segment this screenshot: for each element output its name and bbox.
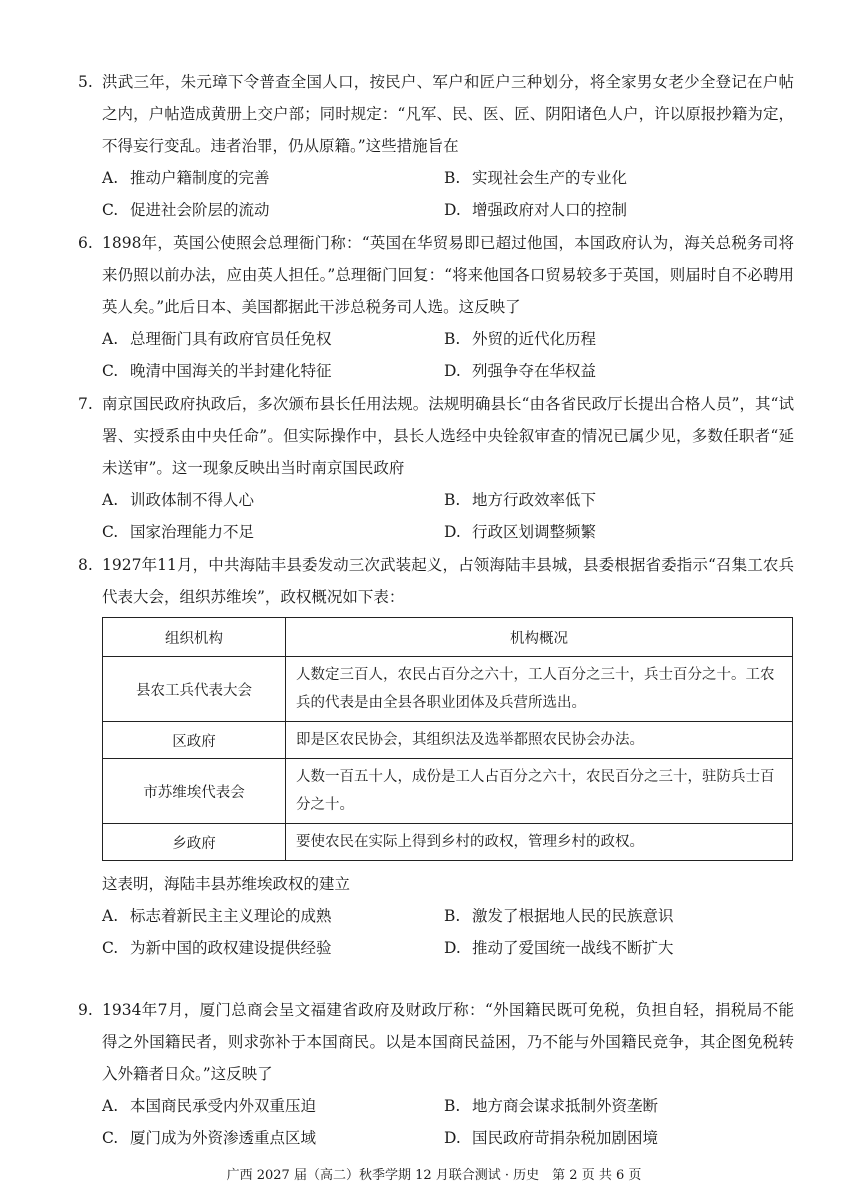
- table-cell: 县农工兵代表大会: [103, 657, 286, 722]
- table-row: [103, 657, 793, 722]
- option-c[interactable]: C. 厦门成为外资渗透重点区域: [102, 1129, 317, 1147]
- table-row: [103, 722, 793, 759]
- options: [102, 1090, 794, 1154]
- question-8: [78, 549, 794, 613]
- option-b[interactable]: B. 实现社会生产的专业化: [444, 169, 628, 187]
- question-number: 6.: [78, 234, 93, 252]
- question-stem: 南京国民政府执政后，多次颁布县长任用法规。法规明确县长“由各省民政厅长提出合格人员”，其“试署、实授系由中央任命”。但实际操作中，县长人选经中央铨叙审查的情况已属少见，多数任职者“延未送审”。这一现象反映出当时南京国民政府: [102, 395, 794, 477]
- question-7: [78, 388, 794, 548]
- option-d[interactable]: D. 国民政府苛捐杂税加剧困境: [444, 1129, 659, 1147]
- table-header: 组织机构: [103, 618, 286, 657]
- question-stem: 洪武三年，朱元璋下令普查全国人口，按民户、军户和匠户三种划分，将全家男女老少全登记在户帖之内，户帖造成黄册上交户部；同时规定：“凡军、民、医、匠、阴阳诸色人户，许以原报抄籍为定，不得妄行变乱。违者治罪，仍从原籍。”这些措施旨在: [102, 73, 794, 155]
- table-cell: 区政府: [103, 722, 286, 759]
- option-b[interactable]: B. 地方商会谋求抵制外资垄断: [444, 1097, 659, 1115]
- question-stem: 1934年7月，厦门总商会呈文福建省政府及财政厅称：“外国籍民既可免税，负担自轻，捐税局不能得之外国籍民者，则求弥补于本国商民。以是本国商民益困，乃不能与外国籍民竞争，其企图免税转入外籍者日众。”这反映了: [102, 1001, 794, 1083]
- table-row: [103, 824, 793, 861]
- option-c[interactable]: C. 国家治理能力不足: [102, 523, 255, 541]
- question-5: [78, 66, 794, 226]
- option-c[interactable]: C. 为新中国的政权建设提供经验: [102, 939, 332, 957]
- question-number: 7.: [78, 395, 93, 413]
- table-cell: 人数一百五十人，成份是工人占百分之六十，农民百分之三十，驻防兵士百分之十。: [286, 759, 793, 824]
- table-header-row: [103, 618, 793, 657]
- option-c[interactable]: C. 促进社会阶层的流动: [102, 201, 270, 219]
- option-a[interactable]: A. 总理衙门具有政府官员任免权: [102, 330, 332, 348]
- options: [102, 162, 794, 226]
- options: [102, 484, 794, 548]
- table-cell: 要使农民在实际上得到乡村的政权，管理乡村的政权。: [286, 824, 793, 861]
- options: [102, 900, 802, 964]
- question-number: 9.: [78, 1001, 93, 1019]
- table-cell: 乡政府: [103, 824, 286, 861]
- option-c[interactable]: C. 晚清中国海关的半封建化特征: [102, 362, 332, 380]
- page-footer: 广西 2027 届（高二）秋季学期 12 月联合测试 · 历史 第 2 页 共 6 页: [226, 1168, 642, 1183]
- soviet-table: [102, 617, 793, 861]
- option-a[interactable]: A. 训政体制不得人心: [102, 491, 255, 509]
- option-a[interactable]: A. 本国商民承受内外双重压迫: [102, 1097, 317, 1115]
- option-d[interactable]: D. 推动了爱国统一战线不断扩大: [444, 939, 674, 957]
- option-a[interactable]: A. 标志着新民主主义理论的成熟: [102, 907, 332, 925]
- question-number: 8.: [78, 556, 93, 574]
- option-a[interactable]: A. 推动户籍制度的完善: [102, 169, 270, 187]
- table-row: [103, 759, 793, 824]
- table-cell: 市苏维埃代表会: [103, 759, 286, 824]
- question-stem: 1898年，英国公使照会总理衙门称：“英国在华贸易即已超过他国，本国政府认为，海关总税务司将来仍照以前办法，应由英人担任。”总理衙门回复：“将来他国各口贸易较多于英国，则届时自不必聘用英人矣。”此后日本、美国都据此干涉总税务司人选。这反映了: [102, 234, 794, 316]
- question-number: 5.: [78, 73, 93, 91]
- question-stem: 1927年11月，中共海陆丰县委发动三次武装起义，占领海陆丰县城，县委根据省委指示“召集工农兵代表大会，组织苏维埃”，政权概况如下表：: [102, 556, 794, 606]
- option-b[interactable]: B. 外贸的近代化历程: [444, 330, 597, 348]
- question-9: [78, 994, 794, 1154]
- table-header: 机构概况: [286, 618, 793, 657]
- option-d[interactable]: D. 增强政府对人口的控制: [444, 201, 628, 219]
- question-8-conclusion: 这表明，海陆丰县苏维埃政权的建立: [102, 875, 351, 893]
- table-cell: 人数定三百人，农民占百分之六十，工人百分之三十，兵士百分之十。工农兵的代表是由全县各职业团体及兵营所选出。: [286, 657, 793, 722]
- question-6: [78, 227, 794, 387]
- table-cell: 即是区农民协会，其组织法及选举都照农民协会办法。: [286, 722, 793, 759]
- option-d[interactable]: D. 行政区划调整频繁: [444, 523, 597, 541]
- option-b[interactable]: B. 激发了根据地人民的民族意识: [444, 907, 674, 925]
- option-d[interactable]: D. 列强争夺在华权益: [444, 362, 597, 380]
- option-b[interactable]: B. 地方行政效率低下: [444, 491, 597, 509]
- options: [102, 323, 794, 387]
